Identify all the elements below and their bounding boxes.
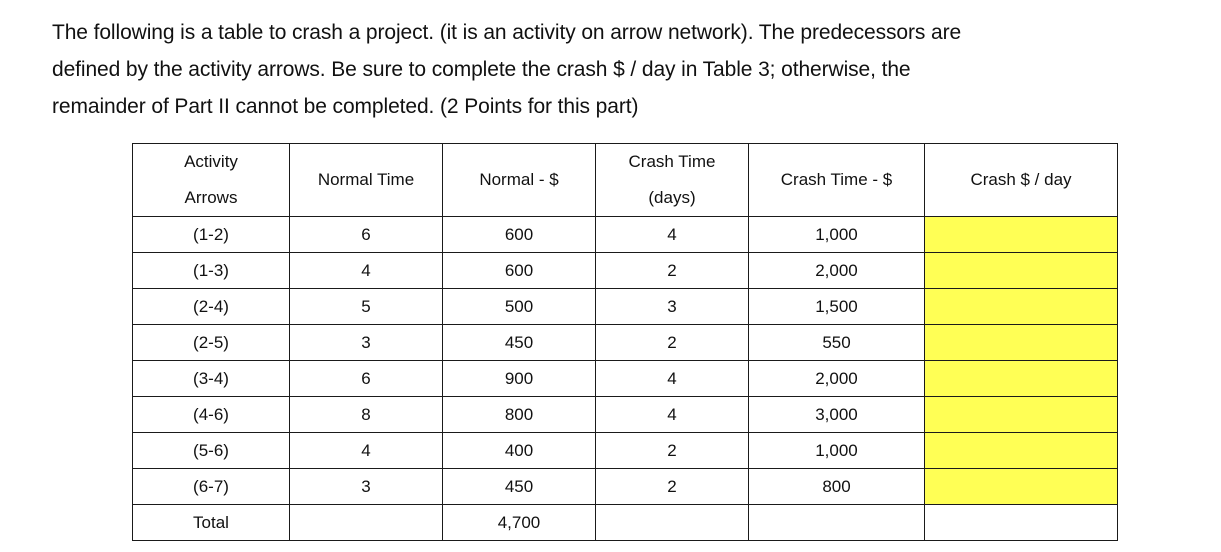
- crash-time-cell: 4: [596, 397, 749, 433]
- instructions-line-2: defined by the activity arrows. Be sure to complete the crash $ / day in Table 3; otherwise, the: [52, 58, 911, 81]
- normal-time-cell: 4: [290, 253, 443, 289]
- table-row: [133, 325, 1118, 361]
- header-crash-time-line1: Crash Time: [628, 152, 716, 171]
- total-crash-time-cell: [596, 505, 749, 541]
- normal-cost-cell: 900: [443, 361, 596, 397]
- normal-time-cell: 6: [290, 217, 443, 253]
- crash-per-day-cell[interactable]: [925, 397, 1118, 433]
- total-label: Total: [133, 505, 290, 541]
- activity-cell: (1-3): [133, 253, 290, 289]
- crash-time-cell: 2: [596, 469, 749, 505]
- crash-per-day-cell[interactable]: [925, 289, 1118, 325]
- table-row: [133, 397, 1118, 433]
- crash-cost-cell: 800: [749, 469, 925, 505]
- crash-per-day-cell[interactable]: [925, 325, 1118, 361]
- instructions-line-1: The following is a table to crash a project. (it is an activity on arrow network). The predecessors are: [52, 21, 962, 44]
- normal-time-cell: 4: [290, 433, 443, 469]
- normal-cost-cell: 600: [443, 217, 596, 253]
- crash-cost-cell: 1,500: [749, 289, 925, 325]
- crash-cost-cell: 3,000: [749, 397, 925, 433]
- activity-cell: (6-7): [133, 469, 290, 505]
- activity-cell: (5-6): [133, 433, 290, 469]
- total-row: [133, 505, 1118, 541]
- activity-cell: (2-4): [133, 289, 290, 325]
- normal-cost-cell: 450: [443, 325, 596, 361]
- normal-time-cell: 8: [290, 397, 443, 433]
- crash-time-cell: 2: [596, 325, 749, 361]
- normal-cost-cell: 400: [443, 433, 596, 469]
- normal-cost-cell: 800: [443, 397, 596, 433]
- header-activity-line1: Activity: [184, 152, 238, 171]
- total-normal-time-cell: [290, 505, 443, 541]
- crash-per-day-cell[interactable]: [925, 469, 1118, 505]
- crash-time-cell: 4: [596, 361, 749, 397]
- activity-cell: (3-4): [133, 361, 290, 397]
- crash-time-cell: 2: [596, 253, 749, 289]
- normal-time-cell: 3: [290, 469, 443, 505]
- crash-table: [132, 143, 1118, 541]
- crash-cost-cell: 550: [749, 325, 925, 361]
- crash-per-day-cell[interactable]: [925, 217, 1118, 253]
- activity-cell: (4-6): [133, 397, 290, 433]
- normal-time-cell: 6: [290, 361, 443, 397]
- activity-cell: (2-5): [133, 325, 290, 361]
- crash-time-cell: 4: [596, 217, 749, 253]
- header-normal-time: Normal Time: [290, 144, 443, 217]
- crash-cost-cell: 2,000: [749, 361, 925, 397]
- normal-time-cell: 5: [290, 289, 443, 325]
- crash-per-day-cell[interactable]: [925, 361, 1118, 397]
- header-crash-time: [596, 144, 749, 217]
- instructions-paragraph: [52, 14, 1202, 125]
- header-activity: [133, 144, 290, 217]
- crash-cost-cell: 1,000: [749, 433, 925, 469]
- normal-cost-cell: 500: [443, 289, 596, 325]
- header-normal-cost: Normal - $: [443, 144, 596, 217]
- crash-time-cell: 2: [596, 433, 749, 469]
- crash-cost-cell: 1,000: [749, 217, 925, 253]
- header-crash-per-day: Crash $ / day: [925, 144, 1118, 217]
- crash-per-day-cell[interactable]: [925, 433, 1118, 469]
- normal-time-cell: 3: [290, 325, 443, 361]
- instructions-line-3: remainder of Part II cannot be completed. (2 Points for this part): [52, 95, 639, 118]
- total-crash-per-day-cell[interactable]: [925, 505, 1118, 541]
- table-row: [133, 289, 1118, 325]
- table-row: [133, 253, 1118, 289]
- header-row: [133, 144, 1118, 217]
- normal-cost-cell: 450: [443, 469, 596, 505]
- table-row: [133, 433, 1118, 469]
- header-crash-cost: Crash Time - $: [749, 144, 925, 217]
- header-activity-line2: Arrows: [184, 188, 238, 207]
- activity-cell: (1-2): [133, 217, 290, 253]
- crash-cost-cell: 2,000: [749, 253, 925, 289]
- table-row: [133, 361, 1118, 397]
- total-normal-cost-cell: 4,700: [443, 505, 596, 541]
- table-row: [133, 217, 1118, 253]
- table-row: [133, 469, 1118, 505]
- header-crash-time-line2: (days): [648, 188, 696, 207]
- normal-cost-cell: 600: [443, 253, 596, 289]
- total-crash-cost-cell[interactable]: [749, 505, 925, 541]
- crash-per-day-cell[interactable]: [925, 253, 1118, 289]
- crash-time-cell: 3: [596, 289, 749, 325]
